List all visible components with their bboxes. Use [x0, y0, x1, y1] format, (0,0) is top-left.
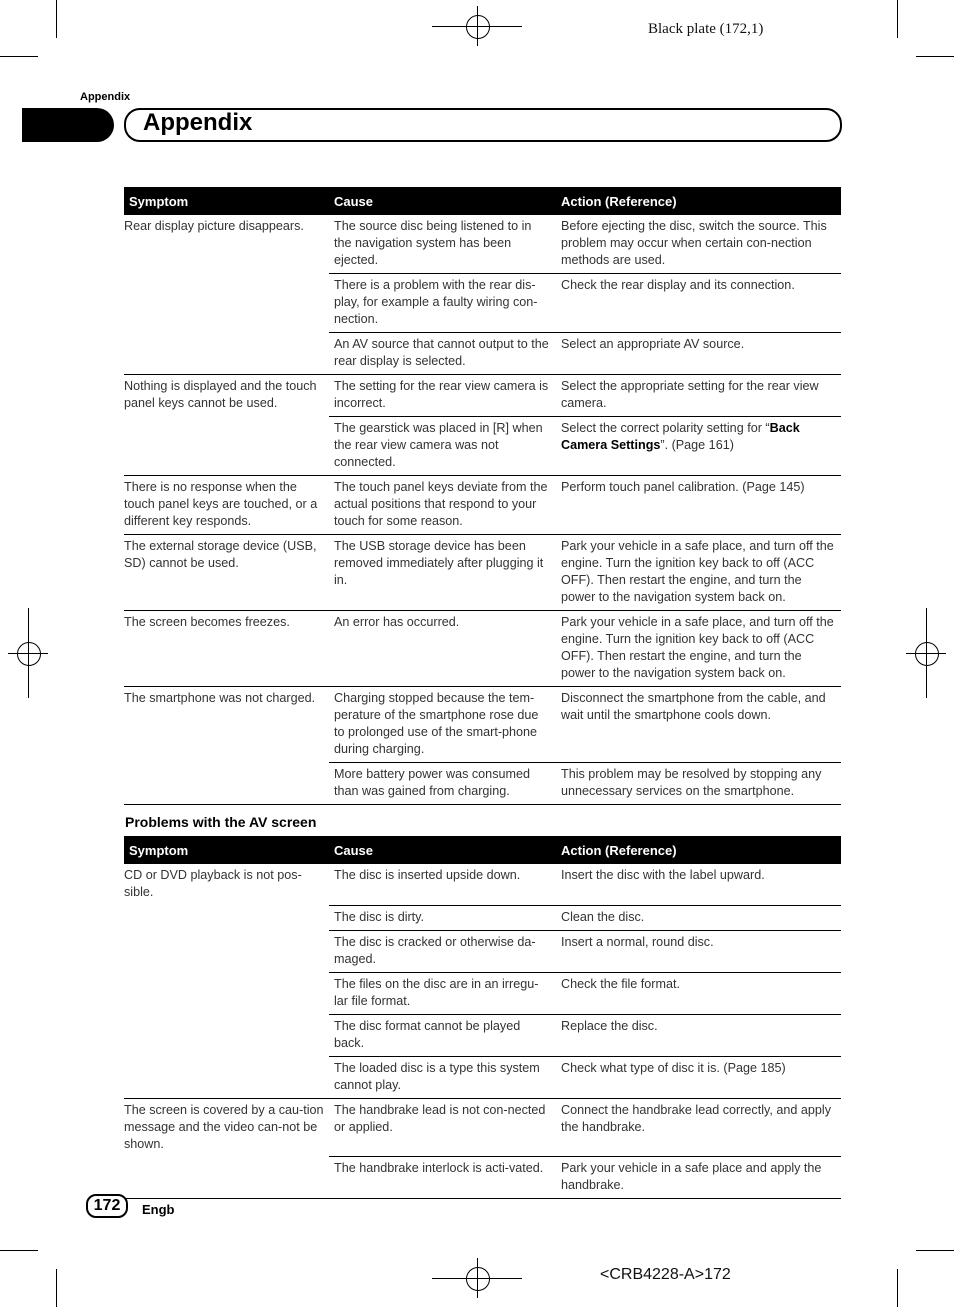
- crop-mark: [56, 1269, 57, 1307]
- symptom-cell: CD or DVD playback is not pos-sible.: [124, 868, 302, 899]
- running-head: Appendix: [80, 91, 131, 103]
- cause-cell: The touch panel keys deviate from the actual positions that respond to your touch for some reason.: [329, 476, 556, 535]
- crop-mark: [897, 1269, 898, 1307]
- cause-cell: More battery power was consumed than was gained from charging.: [329, 763, 556, 805]
- action-cell: Replace the disc.: [556, 1014, 841, 1056]
- symptom-cell: [124, 930, 329, 972]
- page-number: 172: [86, 1194, 128, 1218]
- action-cell: Select an appropriate AV source.: [556, 333, 841, 375]
- symptom-cell: [124, 905, 329, 930]
- action-cell: Insert a normal, round disc.: [556, 930, 841, 972]
- table-row: [124, 864, 841, 905]
- section-heading-av-screen: Problems with the AV screen: [125, 814, 317, 830]
- cause-cell: The handbrake interlock is acti-vated.: [329, 1157, 556, 1199]
- table-row: [124, 476, 841, 535]
- symptom-cell: [124, 1056, 329, 1098]
- symptom-cell: Nothing is displayed and the touch panel keys cannot be used.: [124, 379, 317, 410]
- column-header-action: Action (Reference): [556, 187, 841, 215]
- cause-cell: The files on the disc are in an irregu-lar file format.: [329, 972, 556, 1014]
- table-header-row: [124, 187, 841, 215]
- crop-mark: [56, 0, 57, 38]
- document-code: <CRB4228-A>172: [600, 1266, 731, 1283]
- symptom-cell: The external storage device (USB, SD) cannot be used.: [124, 535, 329, 611]
- table-row: [124, 687, 841, 763]
- column-header-symptom: Symptom: [124, 187, 329, 215]
- action-cell: Select the appropriate setting for the rear view camera.: [556, 375, 841, 417]
- action-cell: This problem may be resolved by stopping any unnecessary services on the smartphone.: [556, 763, 841, 805]
- cause-cell: An AV source that cannot output to the rear display is selected.: [329, 333, 556, 375]
- cause-cell: The handbrake lead is not con-nected or applied.: [329, 1098, 556, 1157]
- symptom-cell: [124, 333, 329, 375]
- column-header-cause: Cause: [329, 836, 556, 864]
- table-row: [124, 417, 841, 476]
- plate-label: Black plate (172,1): [648, 21, 764, 37]
- symptom-cell: [124, 1157, 329, 1199]
- crop-mark: [0, 56, 38, 57]
- table-row: [124, 972, 841, 1014]
- table-row: [124, 905, 841, 930]
- table-row: [124, 611, 841, 687]
- cause-cell: There is a problem with the rear dis-play, for example a faulty wiring con-nection.: [329, 274, 556, 333]
- troubleshooting-table-display: [124, 187, 841, 805]
- symptom-cell: [124, 763, 329, 805]
- action-cell: Park your vehicle in a safe place and apply the handbrake.: [556, 1157, 841, 1199]
- registration-mark-bottom: [432, 1258, 522, 1298]
- language-code: Engb: [142, 1202, 175, 1217]
- symptom-cell: Rear display picture disappears.: [124, 219, 304, 233]
- column-header-symptom: Symptom: [124, 836, 329, 864]
- table-row: [124, 1014, 841, 1056]
- symptom-cell: The screen becomes freezes.: [124, 611, 329, 687]
- cause-cell: Charging stopped because the tem-perature of the smartphone rose due to prolonged use of the smart-phone during charging.: [329, 687, 556, 763]
- table-row: [124, 333, 841, 375]
- action-cell: Park your vehicle in a safe place, and turn off the engine. Turn the ignition key back to off (ACC OFF). Then restart the engine, and turn the power to the navigation system back on.: [556, 611, 841, 687]
- cause-cell: The gearstick was placed in [R] when the rear view camera was not connected.: [329, 417, 556, 476]
- action-cell: Before ejecting the disc, switch the source. This problem may occur when certain con-nection methods are used.: [556, 215, 841, 274]
- table-row: [124, 375, 841, 417]
- crop-mark: [916, 56, 954, 57]
- action-cell: Check the rear display and its connection.: [556, 274, 841, 333]
- action-text: ”. (Page 161): [660, 438, 734, 452]
- symptom-cell: [124, 417, 329, 476]
- cause-cell: The USB storage device has been removed immediately after plugging it in.: [329, 535, 556, 611]
- section-tab-block: [22, 108, 114, 142]
- symptom-cell: The screen is covered by a cau-tion message and the video can-not be shown.: [124, 1102, 324, 1151]
- action-cell: Connect the handbrake lead correctly, and apply the handbrake.: [556, 1098, 841, 1157]
- symptom-cell: [124, 1014, 329, 1056]
- registration-mark-top: [432, 6, 522, 46]
- symptom-cell: [124, 274, 329, 333]
- table-row: [124, 1157, 841, 1199]
- symptom-cell: The smartphone was not charged.: [124, 691, 316, 705]
- action-cell: Clean the disc.: [556, 905, 841, 930]
- column-header-cause: Cause: [329, 187, 556, 215]
- table-row: [124, 274, 841, 333]
- action-cell: Perform touch panel calibration. (Page 145): [556, 476, 841, 535]
- crop-mark: [916, 1250, 954, 1251]
- crop-mark: [0, 1250, 38, 1251]
- registration-mark-left: [8, 608, 48, 698]
- registration-mark-right: [906, 608, 946, 698]
- action-cell: Check what type of disc it is. (Page 185): [556, 1056, 841, 1098]
- symptom-cell: [124, 972, 329, 1014]
- settings-menu-name: Back Camera Settings: [561, 421, 800, 452]
- table-row: [124, 215, 841, 274]
- symptom-cell: There is no response when the touch panel keys are touched, or a different key responds.: [124, 476, 329, 535]
- column-header-action: Action (Reference): [556, 836, 841, 864]
- table-row: [124, 535, 841, 611]
- table-row: [124, 763, 841, 805]
- action-cell: Park your vehicle in a safe place, and turn off the engine. Turn the ignition key back to off (ACC OFF). Then restart the engine, and turn the power to the navigation system back on.: [556, 535, 841, 611]
- action-cell: Check the file format.: [556, 972, 841, 1014]
- action-cell: [556, 417, 841, 476]
- action-cell: Disconnect the smartphone from the cable, and wait until the smartphone cools down.: [556, 687, 841, 763]
- table-row: [124, 1098, 841, 1157]
- cause-cell: The loaded disc is a type this system cannot play.: [329, 1056, 556, 1098]
- cause-cell: The setting for the rear view camera is incorrect.: [329, 375, 556, 417]
- cause-cell: The source disc being listened to in the navigation system has been ejected.: [329, 215, 556, 274]
- table-header-row: [124, 836, 841, 864]
- table-row: [124, 930, 841, 972]
- troubleshooting-table-av-screen: [124, 836, 841, 1199]
- cause-cell: The disc format cannot be played back.: [329, 1014, 556, 1056]
- page-title: Appendix: [143, 109, 253, 136]
- action-text: Select the correct polarity setting for “: [561, 421, 770, 435]
- cause-cell: The disc is inserted upside down.: [329, 864, 556, 905]
- table-row: [124, 1056, 841, 1098]
- action-cell: Insert the disc with the label upward.: [556, 864, 841, 905]
- cause-cell: The disc is cracked or otherwise da-maged.: [329, 930, 556, 972]
- crop-mark: [897, 0, 898, 38]
- cause-cell: The disc is dirty.: [329, 905, 556, 930]
- cause-cell: An error has occurred.: [329, 611, 556, 687]
